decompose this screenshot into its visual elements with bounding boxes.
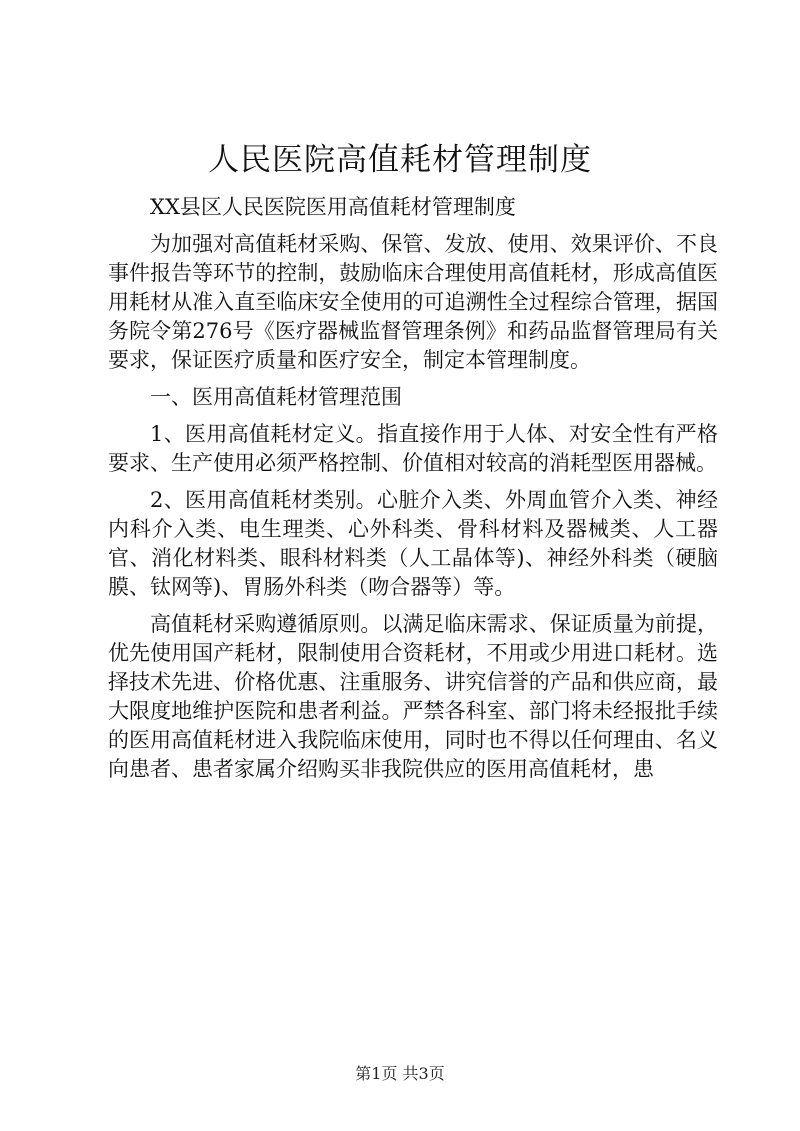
document-body bbox=[108, 193, 718, 792]
paragraph-procurement-principles: 高值耗材采购遵循原则。以满足临床需求、保证质量为前提，优先使用国产耗材，限制使用合资耗材，不用或少用进口耗材。选择技术先进、价格优惠、注重服务、讲究信誉的产品和供应商，最大限度地维护医院和患者利益。严禁各科室、部门将未经报批手续的医用高值耗材进入我院临床使用，同时也不得以任何理由、名义向患者、患者家属介绍购买非我院供应的医用高值耗材，患 bbox=[108, 612, 718, 781]
paragraph-definition: 1、医用高值耗材定义。指直接作用于人体、对安全性有严格要求、生产使用必须严格控制、价值相对较高的消耗型医用器械。 bbox=[108, 422, 718, 475]
paragraph-categories: 2、医用高值耗材类别。心脏介入类、外周血管介入类、神经内科介入类、电生理类、心外科类、骨科材料及器械类、人工器官、消化材料类、眼科材料类（人工晶体等)、神经外科类（硬脑膜、钛网等)、胃肠外科类（吻合器等）等。 bbox=[108, 488, 718, 599]
document-subtitle: XX县区人民医院医用高值耗材管理制度 bbox=[150, 195, 516, 219]
section-heading-scope: 一、医用高值耗材管理范围 bbox=[150, 385, 402, 409]
paragraph-purpose: 为加强对高值耗材采购、保管、发放、使用、效果评价、不良事件报告等环节的控制，鼓励临床合理使用高值耗材，形成高值医用耗材从准入直至临床安全使用的可追溯性全过程综合管理，据国务院令第276号《医疗器械监督管理条例》和药品监督管理局有关要求，保证医疗质量和医疗安全，制定本管理制度。 bbox=[108, 232, 718, 372]
document-title: 人民医院高值耗材管理制度 bbox=[208, 142, 592, 178]
page-footer: 第1页 共3页 bbox=[355, 1064, 445, 1083]
